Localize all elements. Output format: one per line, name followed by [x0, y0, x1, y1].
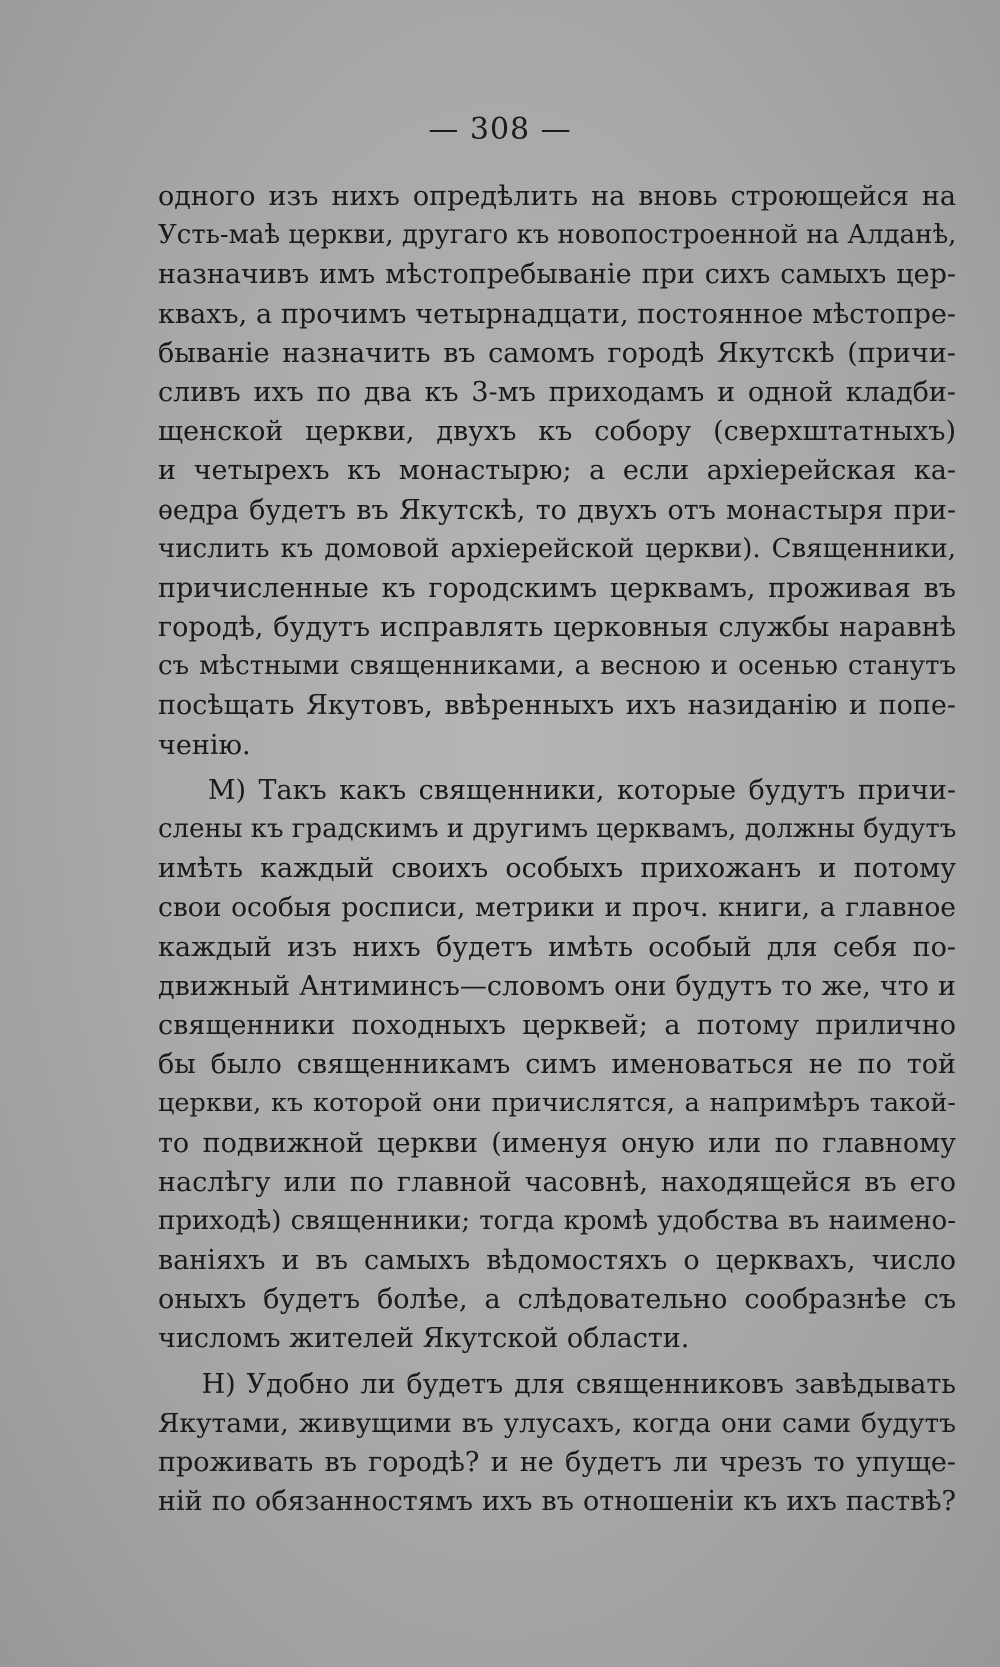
text-line: городѣ, будутъ исправлять церковныя службы наравнѣ	[158, 612, 956, 644]
text-line: имѣть каждый своихъ особыхъ прихожанъ и потому	[158, 853, 956, 885]
text-line: ченію.	[158, 729, 251, 761]
text-line: Якутами, живущими въ улусахъ, когда они сами будутъ	[158, 1407, 956, 1439]
text-line: М) Такъ какъ священники, которые будутъ причи-	[158, 774, 956, 806]
text-line: проживать въ городѣ? и не будетъ ли чрезъ то упуще-	[158, 1447, 956, 1478]
text-line: то подвижной церкви (именуя оную или по главному	[158, 1127, 956, 1159]
text-line: квахъ, а прочимъ четырнадцати, постоянное мѣстопре-	[158, 298, 956, 330]
text-line: сливъ ихъ по два къ 3-мъ приходамъ и одной кладби-	[158, 376, 956, 408]
text-line: движный Антиминсъ—словомъ они будутъ то же, что и	[158, 970, 956, 1002]
text-line: числомъ жителей Якутской области.	[158, 1323, 690, 1355]
text-line: свои особыя росписи, метрики и проч. книги, а главное	[158, 892, 956, 924]
text-line: каждый изъ нихъ будетъ имѣть особый для себя по-	[158, 931, 956, 963]
page-text	[158, 177, 956, 1521]
paragraph-1	[158, 177, 956, 765]
text-line: Усть-маѣ церкви, другаго къ новопостроенной на Алданѣ,	[158, 220, 957, 251]
text-line: наслѣгу или по главной часовнѣ, находящейся въ его	[158, 1166, 956, 1198]
text-line: Н) Удобно ли будетъ для священниковъ завѣдывать	[158, 1368, 956, 1400]
text-line: слены къ градскимъ и другимъ церквамъ, должны будутъ	[158, 814, 957, 844]
paragraph-3	[158, 1365, 956, 1522]
text-line: бы было священникамъ симъ именоваться не по той	[158, 1049, 956, 1081]
text-line: назначивъ имъ мѣстопребываніе при сихъ самыхъ цер-	[158, 259, 956, 291]
page-number: — 308 —	[428, 112, 572, 147]
text-line: посѣщать Якутовъ, ввѣренныхъ ихъ назиданію и попе-	[158, 690, 956, 722]
text-line: и четырехъ къ монастырю; а если архіерейская ка-	[158, 455, 956, 487]
text-line: бываніе назначить въ самомъ городѣ Якутскѣ (причи-	[158, 337, 956, 369]
text-line: съ мѣстными священниками, а весною и осенью станутъ	[158, 651, 956, 682]
text-line: оныхъ будетъ болѣе, а слѣдовательно сообразнѣе съ	[158, 1284, 956, 1316]
text-line: ѳедра будетъ въ Якутскѣ, то двухъ отъ монастыря при-	[158, 494, 956, 526]
text-line: церкви, къ которой они причислятся, а напримѣръ такой-	[158, 1088, 956, 1119]
paragraph-2	[158, 771, 956, 1359]
text-line: ваніяхъ и въ самыхъ вѣдомостяхъ о церквахъ, число	[158, 1245, 956, 1277]
text-line: приходѣ) священники; тогда кромѣ удобства въ наимено-	[158, 1205, 956, 1236]
text-line: ній по обязанностямъ ихъ въ отношеніи къ ихъ паствѣ?	[158, 1486, 956, 1518]
text-line: причисленные къ городскимъ церквамъ, проживая въ	[158, 572, 956, 604]
text-line: щенской церкви, двухъ къ собору (сверхштатныхъ)	[158, 416, 956, 448]
text-line: одного изъ нихъ опредѣлить на вновь строющейся на	[158, 181, 956, 212]
text-line: священники походныхъ церквей; а потому прилично	[158, 1009, 956, 1041]
text-line: числить къ домовой архіерейской церкви). Священники,	[158, 533, 956, 564]
